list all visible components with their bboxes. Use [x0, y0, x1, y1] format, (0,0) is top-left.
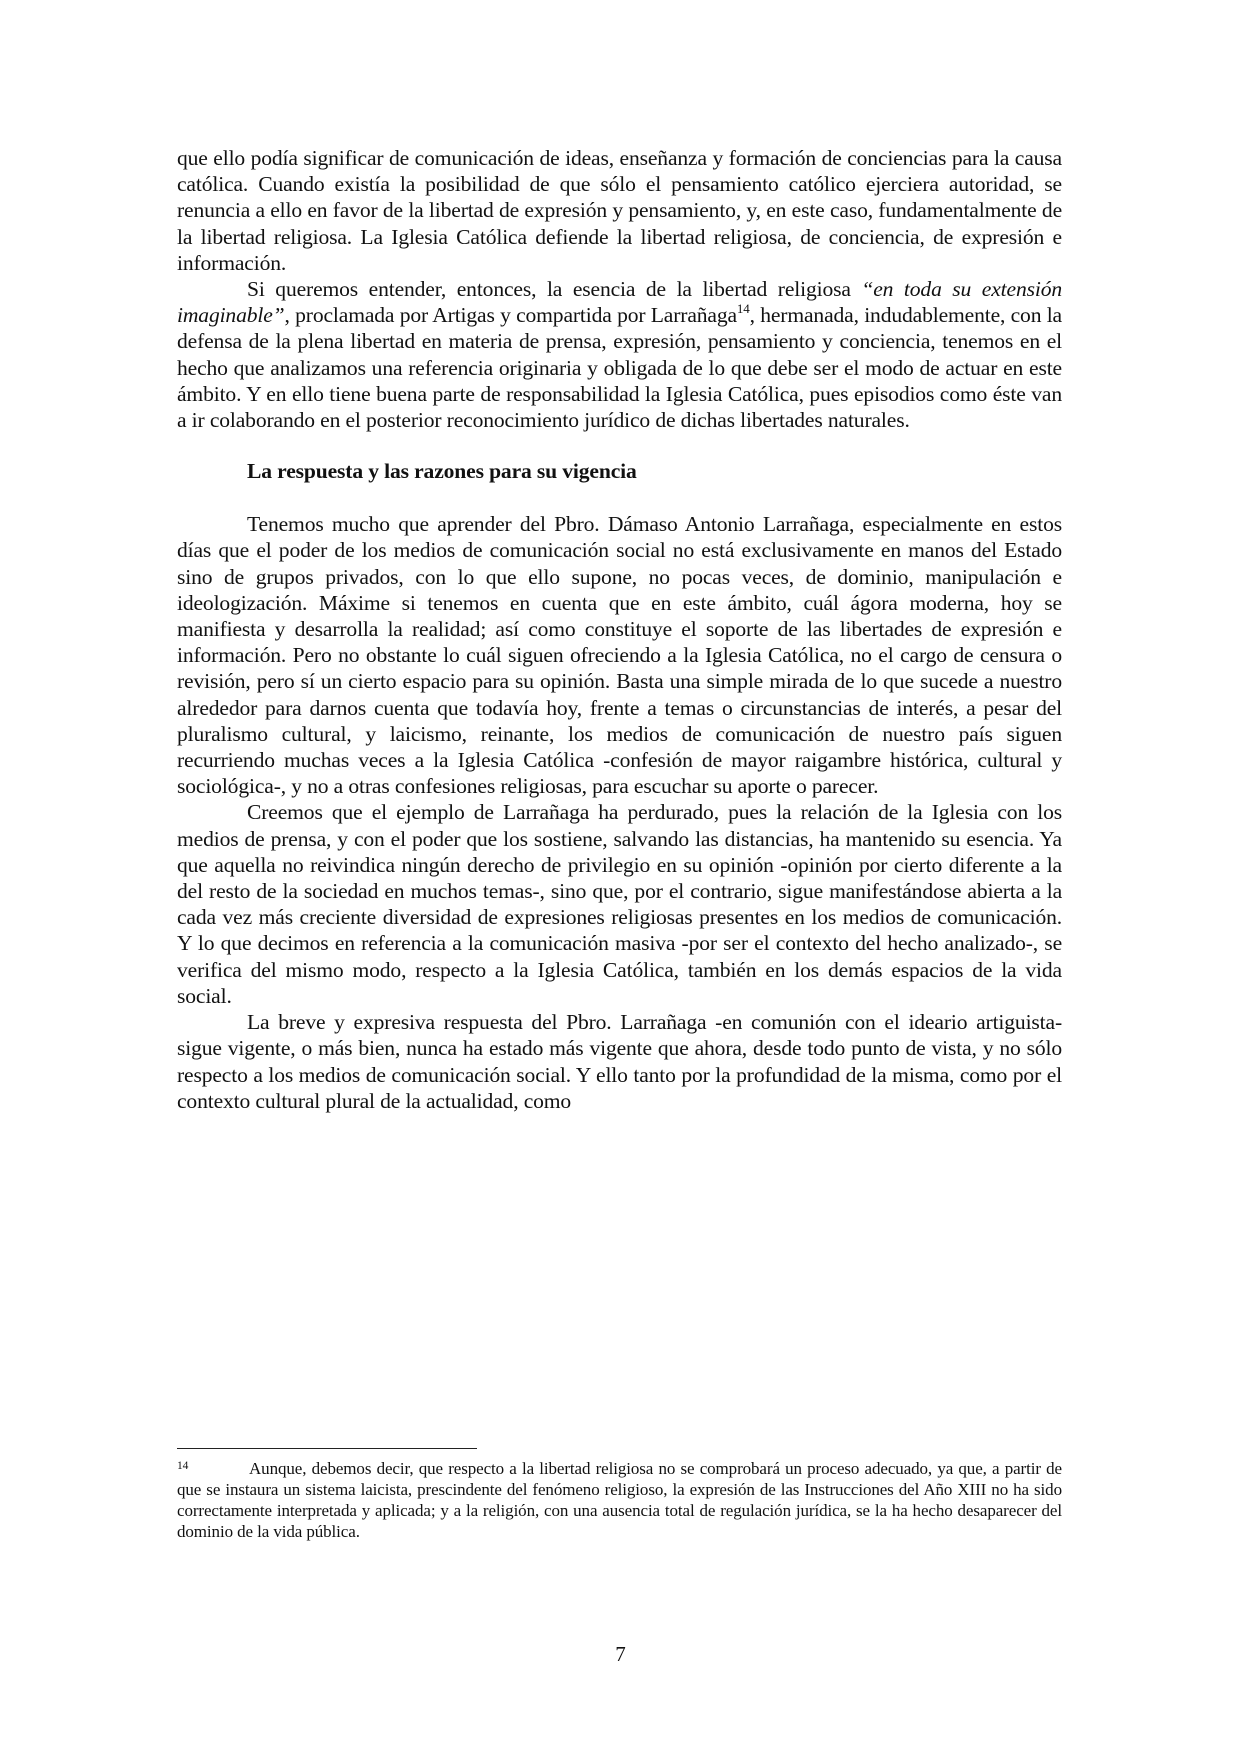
footnote-reference[interactable]: 14: [736, 301, 750, 317]
paragraph: que ello podía significar de comunicación de ideas, enseñanza y formación de conciencias para la causa católica. Cuando existía la posibilidad de que sólo el pensamiento católico ejerciera autoridad, se renuncia a ello en favor de la libertad de expresión y pensamiento, y, en este caso, fundamentalmente de la libertad religiosa. La Iglesia Católica defiende la libertad religiosa, de conciencia, de expresión e información.: [177, 146, 1062, 275]
footnote-text: Aunque, debemos decir, que respecto a la libertad religiosa no se comprobará un proceso adecuado, ya que, a partir de que se instaura un sistema laicista, prescindente del fenómeno religioso, la expresión de las Instrucciones del Año XIII no ha sido correctamente interpretada y aplicada; y a la religión, con una ausencia total de regulación jurídica, se la ha hecho desaparecer del dominio de la vida pública.: [177, 1459, 1062, 1541]
paragraph: Creemos que el ejemplo de Larrañaga ha perdurado, pues la relación de la Iglesia con los medios de prensa, y con el poder que los sostiene, salvando las distancias, ha mantenido su esencia. Ya que aquella no reivindica ningún derecho de privilegio en su opinión -opinión por cierto diferente a la del resto de la sociedad en muchos temas-, sino que, por el contrario, sigue manifestándose abierta a la cada vez más creciente diversidad de expresiones religiosas presentes en los medios de comunicación. Y lo que decimos en referencia a la comunicación masiva -por ser el contexto del hecho analizado-, se verifica del mismo modo, respecto a la Iglesia Católica, también en los demás espacios de la vida social.: [177, 800, 1062, 1008]
paragraph: Tenemos mucho que aprender del Pbro. Dámaso Antonio Larrañaga, especialmente en estos días que el poder de los medios de comunicación social no está exclusivamente en manos del Estado sino de grupos privados, con lo que ello supone, no pocas veces, de dominio, manipulación e ideologización. Máxime si tenemos en cuenta que en este ámbito, cuál ágora moderna, hoy se manifiesta y desarrolla la realidad; así como constituye el soporte de las libertades de expresión e información. Pero no obstante lo cuál siguen ofreciendo a la Iglesia Católica, no el cargo de censura o revisión, pero sí un cierto espacio para su opinión. Basta una simple mirada de lo que sucede a nuestro alrededor para darnos cuenta que todavía hoy, frente a temas o circunstancias de interés, a pesar del pluralismo cultural, y laicismo, reinante, los medios de comunicación de nuestro país siguen recurriendo muchas veces a la Iglesia Católica -confesión de mayor raigambre histórica, cultural y sociológica-, y no a otras confesiones religiosas, para escuchar su aporte o parecer.: [177, 512, 1062, 799]
footnote-separator: [177, 1448, 477, 1449]
paragraph-text-start: Si queremos entender, entonces, la esencia de la libertad religiosa: [247, 277, 862, 302]
italic-quote: “en toda su extensión imaginable”: [177, 277, 1062, 328]
section-heading: La respuesta y las razones para su vigencia: [247, 459, 637, 484]
paragraph-text-end: , hermanada, indudablemente, con la defensa de la plena libertad en materia de prensa, expresión, pensamiento y conciencia, tenemos en el hecho que analizamos una referencia originaria y obligada de lo que debe ser el modo de actuar en este ámbito. Y en ello tiene buena parte de responsabilidad la Iglesia Católica, pues episodios como éste van a ir colaborando en el posterior reconocimiento jurídico de dichas libertades naturales.: [177, 303, 1062, 433]
paragraph: La breve y expresiva respuesta del Pbro. Larrañaga -en comunión con el ideario artiguista- sigue vigente, o más bien, nunca ha estado más vigente que ahora, desde todo punto de vista, y no sólo respecto a los medios de comunicación social. Y ello tanto por la profundidad de la misma, como por el contexto cultural plural de la actualidad, como: [177, 1010, 1062, 1113]
footnote: 14 Aunque, debemos decir, que respecto a la libertad religiosa no se comprobará un proceso adecuado, ya que, a partir de que se instaura un sistema laicista, prescindente del fenómeno religioso, la expresión de las Instrucciones del Año XIII no ha sido correctamente interpretada y aplicada; y a la religión, con una ausencia total de regulación jurídica, se la ha hecho desaparecer del dominio de la vida pública.: [177, 1459, 1062, 1541]
paragraph: [177, 276, 1062, 433]
page-number: 7: [615, 1642, 626, 1666]
paragraph-text-mid: , proclamada por Artigas y compartida por Larrañaga: [284, 303, 737, 328]
footnotes: [177, 1458, 1062, 1542]
body-text: [177, 145, 1062, 1114]
